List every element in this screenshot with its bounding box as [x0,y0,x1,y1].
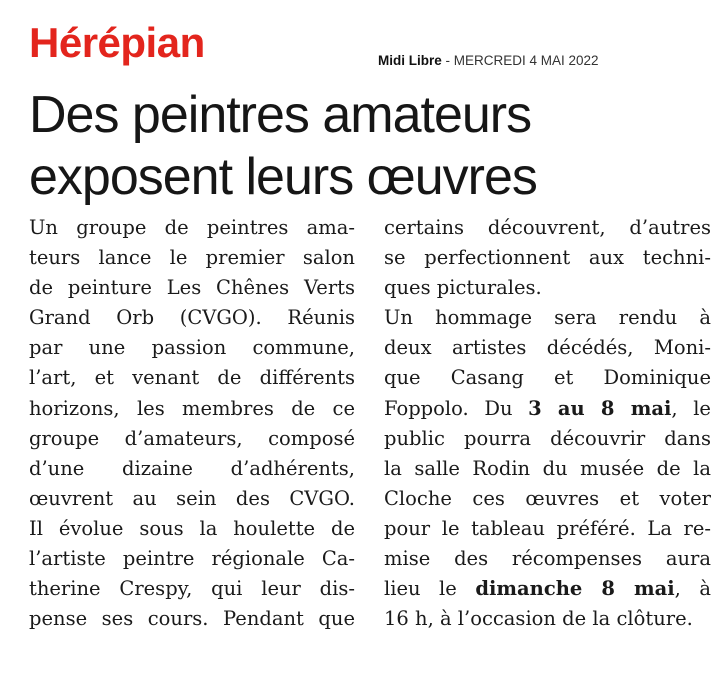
body-line: public pourra découvrir dans [384,426,711,450]
body-line: l’artiste peintre régionale Ca- [29,547,355,571]
body-line: therine Crespy, qui leur dis- [29,577,355,601]
body-line: Grand Orb (CVGO). Réunis [29,306,355,330]
body-line [384,574,711,604]
text-run: Foppolo. Du [384,396,529,420]
source-separator: - [441,53,454,68]
body-line: horizons, les membres de ce [29,396,355,420]
body-column-1 [29,213,355,634]
body-line: pense ses cours. Pendant que [29,607,355,631]
body-line: l’art, et venant de différents [29,366,355,390]
publication-date: MERCREDI 4 MAI 2022 [453,53,599,68]
newspaper-name: Midi Libre [378,53,442,68]
body-line: mise des récompenses aura [384,547,711,571]
body-line: Cloche ces œuvres et voter [384,486,711,510]
headline-line-1: Des peintres amateurs [29,86,532,144]
text-run: lieu le [384,577,476,601]
section-title: Hérépian [29,19,205,66]
body-line: par une passion commune, [29,336,355,360]
body-line: la salle Rodin du musée de la [384,456,711,480]
body-line: certains découvrent, d’autres [384,216,711,239]
source-line [378,52,599,70]
body-line: que Casang et Dominique [384,366,711,390]
ceremony-date: dimanche 8 mai [475,577,675,601]
body-line: teurs lance le premier salon [29,246,355,270]
body-line: 16 h, à l’occasion de la clôture. [384,607,693,631]
text-run: , à [674,577,711,601]
event-dates: 3 au 8 mai [528,396,672,420]
text-run: , le [671,396,711,420]
body-line: deux artistes décédés, Moni- [384,336,711,360]
body-line: ques picturales. [384,276,542,300]
body-line: pour le tableau préféré. La re- [384,516,711,540]
body-line: groupe d’amateurs, composé [29,426,355,450]
body-line: Un groupe de peintres ama- [29,216,355,239]
body-line: de peinture Les Chênes Verts [29,276,355,300]
headline [29,84,709,208]
body-line: se perfectionnent aux techni- [384,246,711,270]
body-column-2 [384,213,711,634]
body-line: œuvrent au sein des CVGO. [29,486,355,510]
body-line: Il évolue sous la houlette de [29,516,355,540]
body-line [384,394,711,424]
headline-line-2: exposent leurs œuvres [29,148,537,206]
body-line: Un hommage sera rendu à [384,306,711,330]
body-line: d’une dizaine d’adhérents, [29,456,355,480]
